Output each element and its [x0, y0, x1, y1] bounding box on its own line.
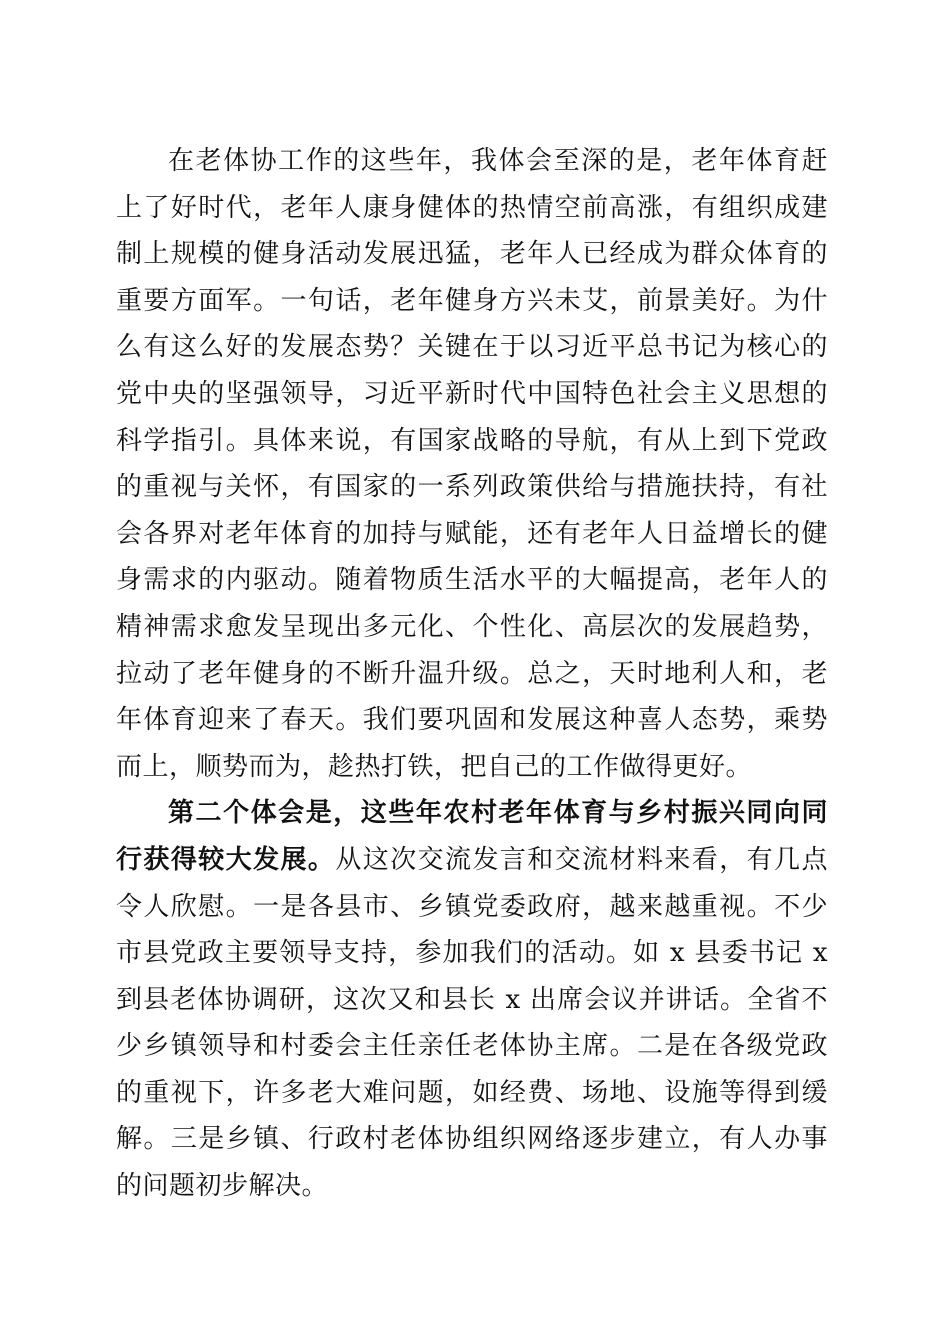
paragraph-1-text: 在老体协工作的这些年，我体会至深的是，老年体育赶上了好时代，老年人康身健体的热情空前高涨，有组织成建制上规模的健身活动发展迅猛，老年人已经成为群众体育的重要方面军。一句话，老年健身方兴未艾，前景美好。为什么有这么好的发展态势？关键在于以习近平总书记为核心的党中央的坚强领导，习近平新时代中国特色社会主义思想的科学指引。具体来说，有国家战略的导航，有从上到下党政的重视与关怀，有国家的一系列政策供给与措施扶持，有社会各界对老年体育的加持与赋能，还有老年人日益增长的健身需求的内驱动。随着物质生活水平的大幅提高，老年人的精神需求愈发呈现出多元化、个性化、高层次的发展趋势，拉动了老年健身的不断升温升级。总之，天时地利人和，老年体育迎来了春天。我们要巩固和发展这种喜人态势，乘势而上，顺势而为，趁热打铁，把自己的工作做得更好。 [116, 146, 828, 782]
paragraph-2-text: 从这次交流发言和交流材料来看，有几点令人欣慰。一是各县市、乡镇党委政府，越来越重视。不少市县党政主要领导支持，参加我们的活动。如 x 县委书记 x 到县老体协调研，这次又和县长 x 出席会议并讲话。全省不少乡镇领导和村委会主任亲任老体协主席。二是在各级党政的重视下，许多老大难问题，如经费、场地、设施等得到缓解。三是乡镇、行政村老体协组织网络逐步建立，有人办事的问题初步解决。 [116, 844, 828, 1202]
document-body [116, 138, 828, 1210]
paragraph-2-lead: 第二个体会是，这些年农村老年体育与乡村振兴同向同行获得较大发展。 [116, 798, 828, 875]
paragraph-1 [116, 138, 828, 790]
paragraph-2 [116, 790, 828, 1209]
